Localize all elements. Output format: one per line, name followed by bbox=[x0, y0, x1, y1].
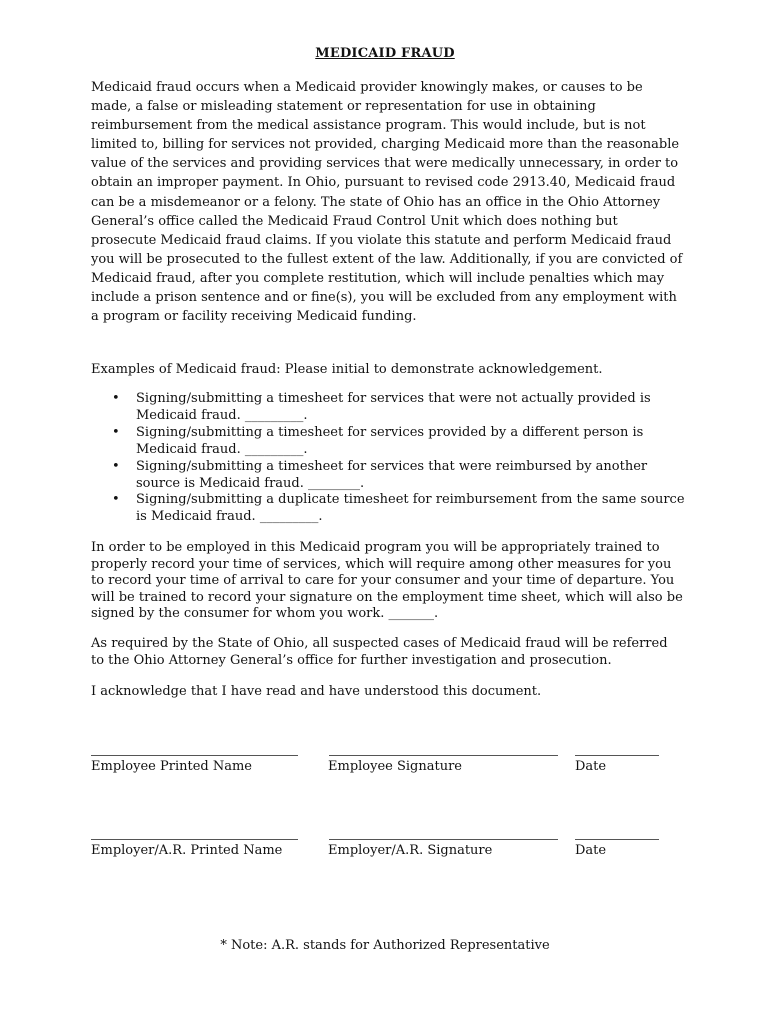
bullet-icon: • bbox=[112, 424, 120, 440]
list-item bbox=[108, 425, 688, 459]
list-item bbox=[108, 492, 688, 526]
employee-date-line[interactable] bbox=[575, 755, 659, 756]
document-title: MEDICAID FRAUD bbox=[315, 46, 455, 61]
employee-printed-name-label: Employee Printed Name bbox=[91, 759, 252, 774]
bullet-icon: • bbox=[112, 492, 120, 508]
example-text: Signing/submitting a timesheet for services that were reimbursed by another source is Medicaid fraud. ________. bbox=[136, 458, 648, 491]
example-text: Signing/submitting a timesheet for services that were not actually provided is Medicaid fraud. _________. bbox=[136, 391, 651, 423]
employer-signature-label: Employer/A.R. Signature bbox=[328, 843, 493, 858]
bullet-icon: • bbox=[112, 458, 120, 474]
example-text: Signing/submitting a timesheet for services provided by a different person is Medicaid fraud. _________. bbox=[136, 424, 644, 457]
employee-printed-name-line[interactable] bbox=[91, 755, 298, 756]
employer-signature-line[interactable] bbox=[329, 839, 558, 840]
examples-list bbox=[108, 391, 688, 526]
intro-paragraph: Medicaid fraud occurs when a Medicaid provider knowingly makes, or causes to be made, a false or misleading statement or representation for use in obtaining reimbursement from the medical assistance program. This would include, but is not limited to, billing for services not provided, charging Medicaid more than the reasonable value of the services and providing services that were medically unnecessary, in order to obtain an improper payment. In Ohio, pursuant to revised code 2913.40, Medicaid fraud can be a misdemeanor or a felony. The state of Ohio has an office in the Ohio Attorney General’s office called the Medicaid Fraud Control Unit which does nothing but prosecute Medicaid fraud claims. If you violate this statute and perform Medicaid fraud you will be prosecuted to the fullest extent of the law. Additionally, if you are convicted of Medicaid fraud, after you complete restitution, which will include penalties which may include a prison sentence and or fine(s), you will be excluded from any employment with a program or facility receiving Medicaid funding. bbox=[91, 80, 683, 325]
referral-paragraph: As required by the State of Ohio, all suspected cases of Medicaid fraud will be referred to the Ohio Attorney General’s office for further investigation and prosecution. bbox=[91, 636, 668, 668]
employer-printed-name-label: Employer/A.R. Printed Name bbox=[91, 843, 283, 858]
bullet-icon: • bbox=[112, 391, 120, 406]
acknowledgement-statement: I acknowledge that I have read and have understood this document. bbox=[91, 684, 542, 699]
footnote: * Note: A.R. stands for Authorized Representative bbox=[220, 938, 550, 953]
employee-signature-label: Employee Signature bbox=[328, 759, 462, 774]
training-paragraph: In order to be employed in this Medicaid program you will be appropriately trained to properly record your time of services, which will require among other measures for you to record your time of arrival to care for your consumer and your time of departure. You will be trained to record your signature on the employment time sheet, which will also be signed by the consumer for whom you work. _______. bbox=[91, 540, 683, 622]
employer-date-line[interactable] bbox=[575, 839, 659, 840]
list-item bbox=[108, 391, 688, 425]
list-item bbox=[108, 459, 688, 493]
employer-date-label: Date bbox=[575, 843, 607, 858]
employee-date-label: Date bbox=[575, 759, 607, 774]
employer-printed-name-line[interactable] bbox=[91, 839, 298, 840]
example-text: Signing/submitting a duplicate timesheet for reimbursement from the same source is Medicaid fraud. _________. bbox=[136, 492, 685, 525]
employee-signature-line[interactable] bbox=[329, 755, 558, 756]
examples-intro: Examples of Medicaid fraud: Please initial to demonstrate acknowledgement. bbox=[91, 362, 603, 377]
